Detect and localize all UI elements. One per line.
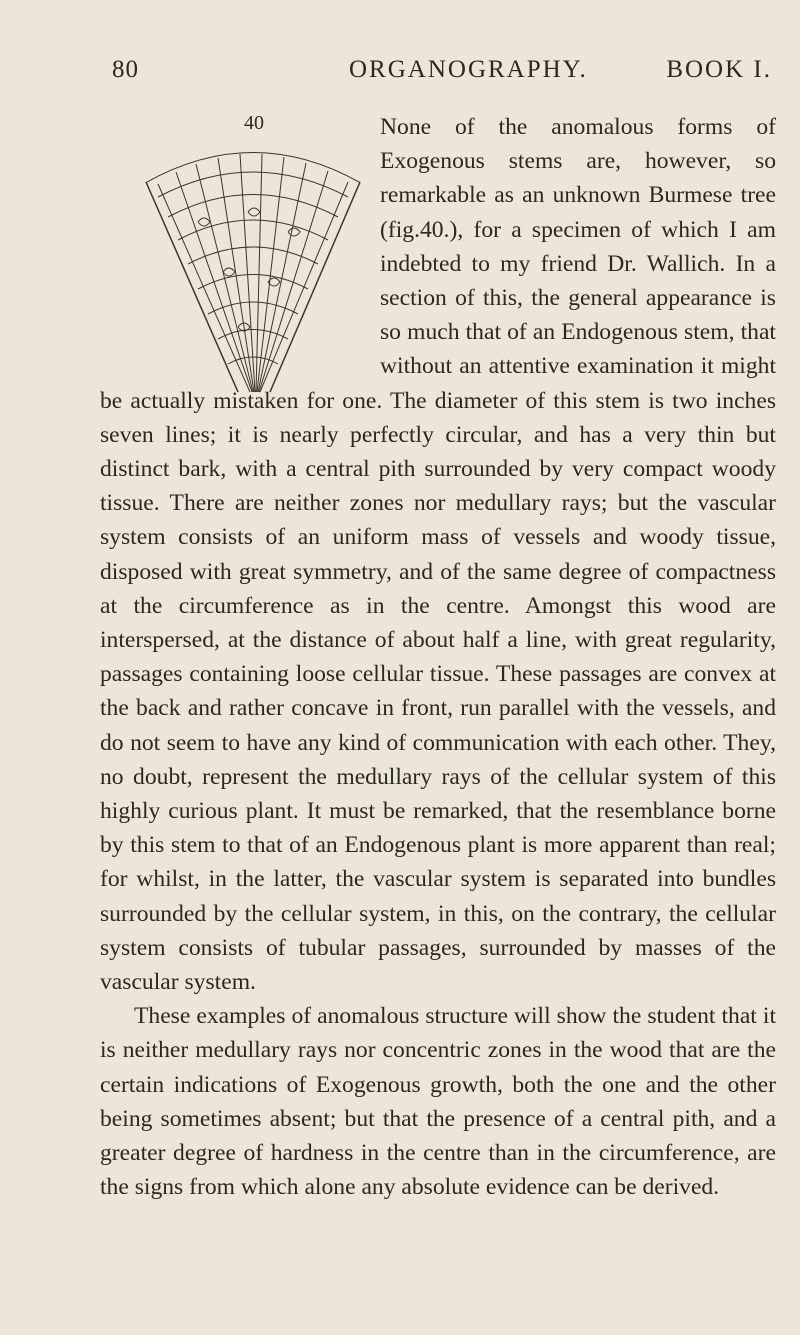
page-number: 80 <box>112 56 139 83</box>
body-text <box>100 110 776 1205</box>
figure-number: 40 <box>244 112 264 134</box>
book-label: BOOK I. <box>666 56 772 83</box>
page-header <box>112 56 772 96</box>
paragraph-2: These examples of anomalous structure will show the student that it is neither medullary rays nor concentric zones in the wood that are the certain indications of Exogenous growth, both the one and the other being sometimes absent; but that the presence of a central pith, and a greater degree of hardness in the centre than in the circumference, are the signs from which alone any absolute evidence can be derived. <box>100 1003 776 1201</box>
running-title: ORGANOGRAPHY. <box>349 56 588 83</box>
figure-float-space <box>100 110 380 380</box>
paragraph-1: None of the anomalous forms of Exogenous stems are, however, so remarkable as an unknown Burmese tree (fig.40.), for a specimen of which I am indebted to my friend Dr. Wallich. In a section of this, the general appearance is so much that of an Endogenous stem, that without an attentive examination it might be actually mistaken for one. The diameter of this stem is two inches seven lines; it is nearly perfectly circular, and has a very thin but distinct bark, with a central pith surrounded by very compact woody tissue. There are neither zones nor medullary rays; but the vascular system consists of an uniform mass of vessels and woody tissue, disposed with great symmetry, and of the same degree of compactness at the circumference as in the centre. Amongst this wood are interspersed, at the distance of about half a line, with great regularity, passages containing loose cellular tissue. These passages are convex at the back and rather concave in front, run parallel with the vessels, and do not seem to have any kind of communication with each other. They, no doubt, represent the medullary rays of the cellular system of this highly curious plant. It must be remarked, that the resemblance borne by this stem to that of an Endogenous plant is more apparent than real; for whilst, in the latter, the vascular system is separated into bundles surrounded by the cellular system, in this, on the contrary, the cellular system consists of tubular passages, surrounded by masses of the vascular system. <box>100 114 776 996</box>
